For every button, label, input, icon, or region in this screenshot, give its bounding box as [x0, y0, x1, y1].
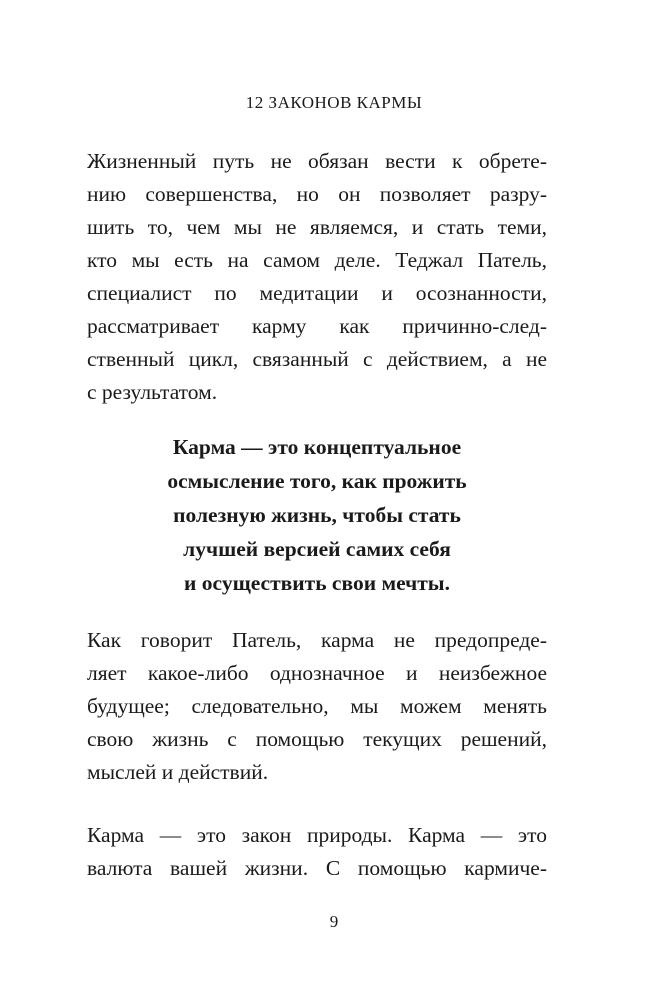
text-line: нию совершенства, но он позволяет разру- — [87, 182, 547, 206]
quote-line: Карма — это концептуальное — [172, 435, 462, 459]
paragraph — [87, 624, 547, 789]
text-line: Жизненный путь не обязан вести к обрете- — [87, 149, 547, 173]
text-line: рассматривает карму как причинно-след- — [87, 314, 547, 338]
text-line: шить то, чем мы не являемся, и стать теми, — [87, 215, 547, 239]
text-line: Как говорит Патель, карма не предопреде- — [87, 628, 547, 652]
text-line: кто мы есть на самом деле. Теджал Патель, — [87, 248, 547, 272]
text-line: Карма — это закон природы. Карма — это — [87, 823, 547, 847]
quote-line: лучшей версией самих себя — [183, 537, 451, 561]
quote-line: полезную жизнь, чтобы стать — [173, 503, 461, 527]
paragraph — [87, 819, 547, 885]
pull-quote — [87, 430, 547, 600]
running-head: 12 ЗАКОНОВ КАРМЫ — [245, 93, 423, 112]
paragraph — [87, 145, 547, 409]
text-line: будущее; следовательно, мы можем менять — [87, 694, 547, 718]
text-line: ственный цикл, связанный с действием, а не — [87, 347, 547, 371]
text-line: специалист по медитации и осознанности, — [87, 281, 547, 305]
text-line: с результатом. — [87, 380, 218, 404]
text-line: ляет какое-либо однозначное и неизбежное — [87, 661, 547, 685]
quote-line: осмысление того, как прожить — [167, 469, 467, 493]
text-line: валюта вашей жизни. С помощью кармиче- — [87, 856, 547, 880]
page-number: 9 — [329, 912, 339, 931]
text-line: мыслей и действий. — [87, 760, 269, 784]
text-line: свою жизнь с помощью текущих решений, — [87, 727, 547, 751]
quote-line: и осуществить свои мечты. — [184, 571, 450, 595]
